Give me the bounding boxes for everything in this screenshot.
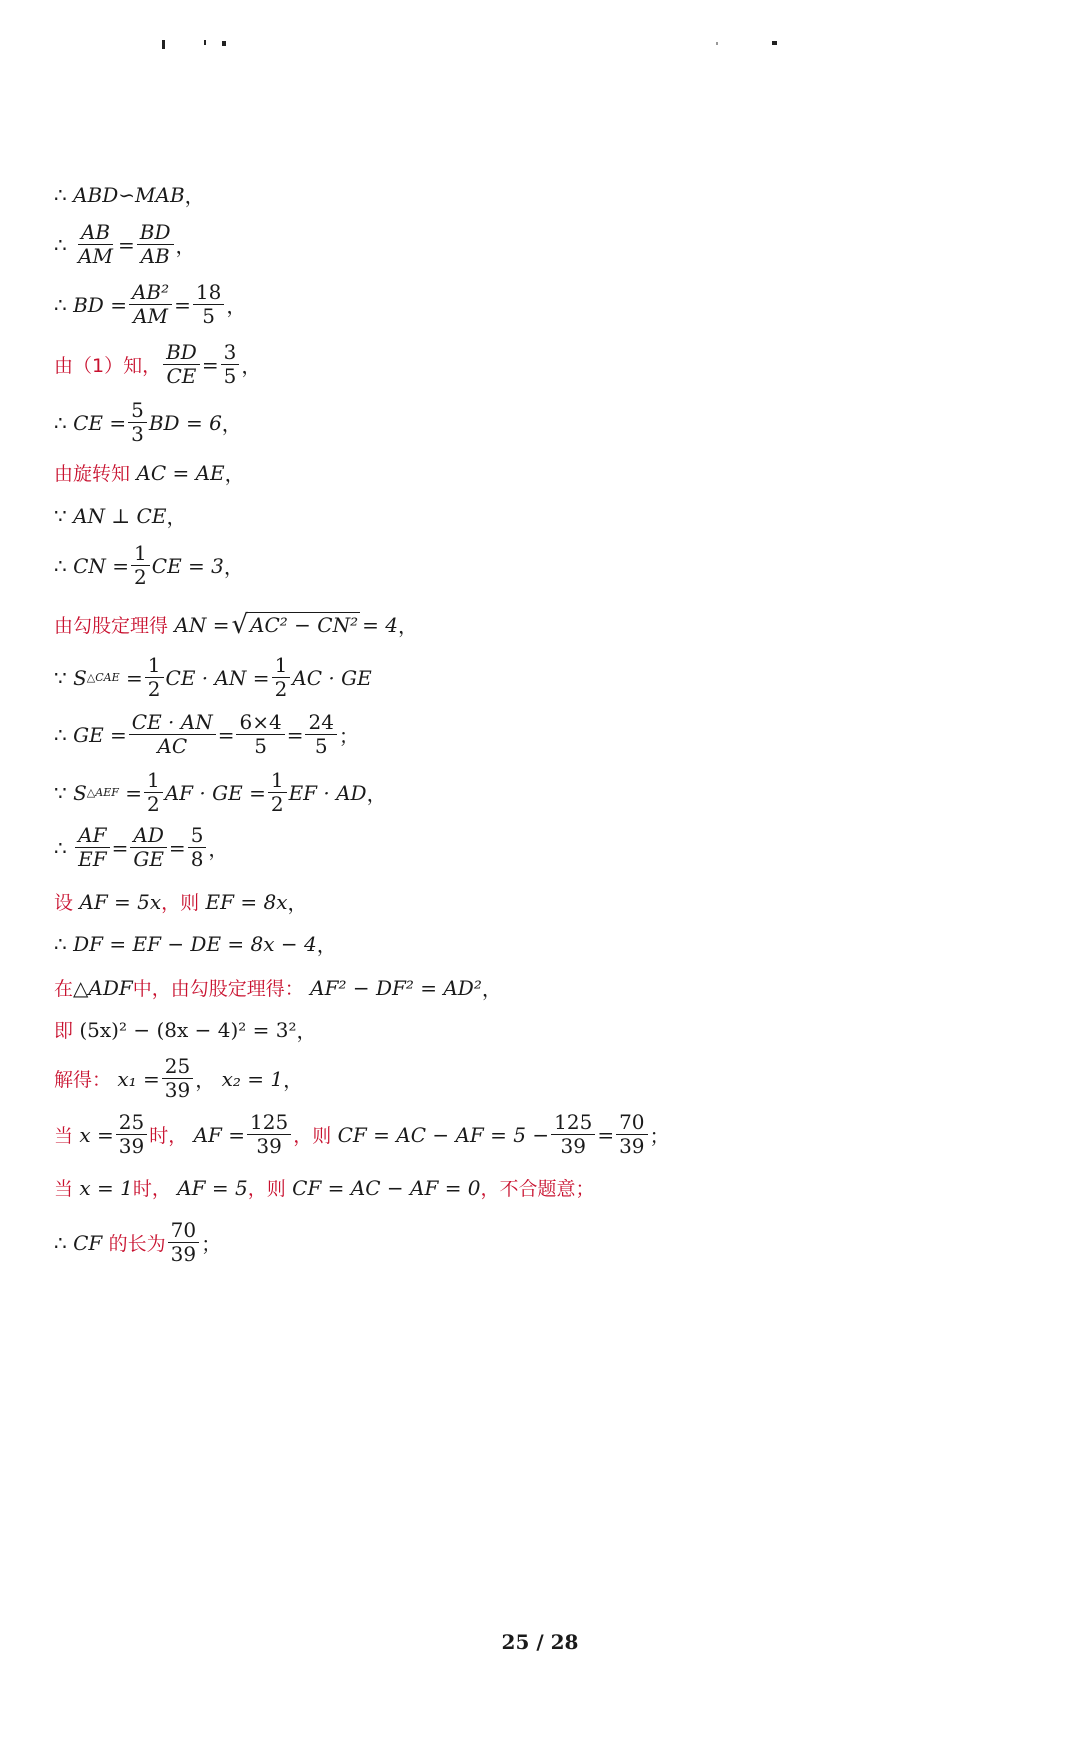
fraction: $\frac{70}{39}$: [616, 1112, 647, 1157]
line-bd-value: ∴ BD = $\frac{\text{AB²}}{AM}$ = $\frac{18}{5}$ ，: [54, 280, 247, 328]
line-area-cae: ∵ S △CAE = $\frac{1}{2}$ CE · AN = $\frac{1}{2}$ AC · GE: [54, 653, 372, 701]
fraction: $\frac{70}{39}$: [168, 1220, 199, 1265]
fraction: $\frac{25}{39}$: [116, 1112, 147, 1157]
fraction: $\frac{BD}{CE}$: [163, 342, 200, 387]
line-similar-triangles: ∴ ABD∽MAB ，: [54, 182, 205, 208]
line-perpendicular: ∵ AN ⊥ CE ，: [54, 503, 187, 529]
fraction: $\frac{1}{2}$: [272, 655, 291, 700]
line-pythagoras-adf: 在 △ADF 中，由勾股定理得： AF² − DF² = AD² ，: [54, 975, 502, 1001]
fraction: $\frac{3}{5}$: [221, 342, 240, 387]
fraction: $\frac{AB}{AM}$: [78, 220, 114, 268]
line-ratio-af-ef: ∴ $\frac{AF}{EF}$ = $\frac{AD}{GE}$ = $\frac{5}{8}$ ，: [54, 823, 229, 871]
fraction: $\frac{5}{3}$: [128, 400, 147, 445]
line-case-one: 当 x = $\frac{25}{39}$ 时， AF = $\frac{125}{39}$ ，则 CF = AC − AF = 5 − $\frac{125}{39}$ = $\frac{70}{39}$ ；: [54, 1110, 670, 1158]
fraction: $\frac{5}{8}$: [188, 825, 207, 870]
fraction: $\frac{125}{39}$: [247, 1112, 291, 1157]
annotation-text: 由（1）知，: [54, 355, 162, 377]
annotation-text: 由勾股定理得: [54, 615, 169, 637]
fraction: $\frac{CE \cdot AN}{AC}$: [129, 712, 216, 757]
line-ce-value: ∴ CE = $\frac{5}{3}$ BD = 6 ，: [54, 398, 242, 446]
line-cn-value: ∴ CN = $\frac{1}{2}$ CE = 3 ，: [54, 541, 244, 589]
fraction: $\frac{1}{2}$: [268, 770, 287, 815]
fraction: $\frac{1}{2}$: [131, 543, 150, 588]
math-expr: ABD∽MAB: [73, 182, 185, 207]
square-root: √ AC² − CN²: [231, 609, 359, 640]
line-df-value: ∴ DF = EF − DE = 8x − 4 ，: [54, 931, 337, 957]
fraction: $\frac{AD}{GE}$: [130, 825, 167, 870]
fraction: $\frac{24}{5}$: [305, 712, 336, 757]
line-rotation: 由旋转知 AC = AE ，: [54, 460, 245, 486]
scan-marks: [0, 40, 1080, 52]
fraction: $\frac{125}{39}$: [551, 1112, 595, 1157]
fraction: $\frac{\text{AB²}}{AM}$: [129, 282, 172, 327]
fraction: $\frac{1}{2}$: [145, 655, 164, 700]
fraction: $\frac{6\times 4}{5}$: [236, 712, 284, 757]
line-equation: 即 (5x)² − (8x − 4)² = 3² ，: [54, 1017, 317, 1043]
line-let-af: 设 AF = 5x ，则 EF = 8x ，: [54, 889, 308, 915]
fraction: $\frac{AF}{EF}$: [75, 825, 109, 870]
annotation-text: 由旋转知: [54, 463, 131, 485]
fraction: $\frac{18}{5}$: [193, 282, 224, 327]
page-number: 25 / 28: [501, 1630, 579, 1654]
line-from-part1: 由（1）知， $\frac{BD}{CE}$ = $\frac{3}{5}$ ，: [54, 340, 262, 388]
line-solutions: 解得： x₁ = $\frac{25}{39}$ ， x₂ = 1 ，: [54, 1054, 304, 1102]
line-area-aef: ∵ S △AEF = $\frac{1}{2}$ AF · GE = $\frac{1}{2}$ EF · AD ，: [54, 768, 387, 816]
fraction: $\frac{BD}{AB}$: [137, 222, 174, 267]
line-case-two: 当 x = 1 时， AF = 5 ，则 CF = AC − AF = 0 ，不合题意；: [54, 1175, 595, 1200]
line-ratio: ∴ $\frac{AB}{AM}$ = $\frac{BD}{AB}$ ，: [54, 220, 196, 268]
fraction: $\frac{25}{39}$: [162, 1056, 193, 1101]
line-ge-value: ∴ GE = $\frac{CE \cdot AN}{AC}$ = $\frac{6\times 4}{5}$ = $\frac{24}{5}$ ；: [54, 710, 359, 758]
line-conclusion: ∴ CF 的长为 $\frac{70}{39}$ ；: [54, 1218, 222, 1266]
fraction: $\frac{1}{2}$: [144, 770, 163, 815]
line-pythagoras-an: 由勾股定理得 AN = √ AC² − CN² = 4 ，: [54, 609, 418, 640]
